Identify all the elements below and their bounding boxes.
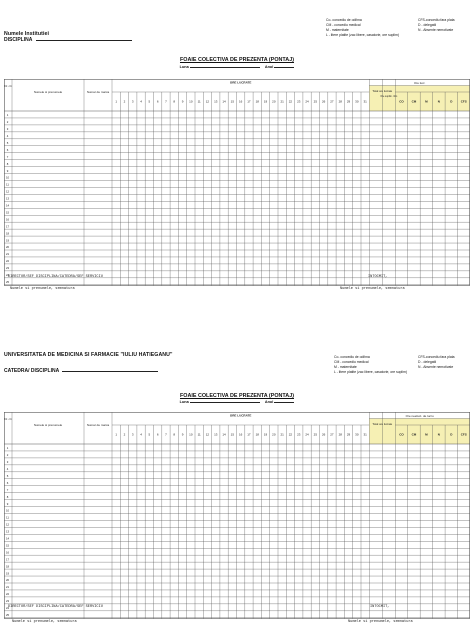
header-row-number: Nr. crt	[4, 418, 12, 421]
signature-left-title: DIRECTOR/SEF DISCIPLINA/CATEDRA/SEF SERVICIU	[8, 605, 103, 609]
timesheet-table	[4, 412, 470, 619]
row-number: 5	[6, 140, 9, 145]
absence-code-header: D	[450, 432, 453, 437]
institution-name: UNIVERSITATEA DE MEDICINA SI FARMACIE "IULIU HATIEGANU"	[4, 352, 173, 358]
signature-right-title: INTOCMIT,	[370, 605, 390, 609]
row-number: 13	[5, 529, 10, 534]
absence-code-header: CM	[411, 99, 417, 104]
header-highlight-group: Ore lucr.	[413, 81, 426, 85]
legend-row: Co- concediu de odihna CFS-concediu fara plata	[326, 18, 455, 22]
row-number: 23	[5, 266, 10, 271]
day-column-header: 16	[238, 432, 243, 437]
timesheet-row-cells[interactable]	[12, 222, 470, 229]
legend-row: Co- concediu de odihna CFS-concediu fara plata	[334, 355, 455, 359]
row-number: 2	[6, 453, 9, 458]
timesheet-row-cells[interactable]	[12, 472, 470, 479]
timesheet-row-cells[interactable]	[12, 174, 470, 181]
row-number: 1	[6, 113, 9, 118]
day-column-header: 29	[346, 99, 351, 104]
day-column-header: 31	[363, 99, 367, 104]
row-number: 10	[5, 508, 10, 513]
day-column-header: 14	[222, 99, 226, 104]
day-column-header: 28	[338, 432, 342, 437]
row-number: 12	[5, 522, 10, 527]
row-number: 22	[5, 259, 10, 264]
timesheet-row-cells[interactable]	[12, 458, 470, 465]
day-column-header: 7	[165, 432, 167, 437]
timesheet-row-cells[interactable]	[12, 215, 470, 222]
absence-code-header: CM	[411, 432, 417, 437]
timesheet-row-cells[interactable]	[12, 520, 470, 527]
row-number: 23	[5, 599, 10, 604]
department-input-line[interactable]	[62, 368, 158, 372]
row-number: 18	[5, 564, 10, 569]
day-column-header: 17	[247, 432, 251, 437]
timesheet-table	[4, 79, 470, 286]
header-name: Numele si prenumele	[33, 423, 63, 427]
row-number: 21	[5, 585, 10, 590]
row-number: 7	[6, 487, 9, 492]
row-number: 20	[5, 245, 10, 250]
day-column-header: 16	[238, 99, 243, 104]
day-column-header: 2	[123, 99, 126, 104]
timesheet-row-cells[interactable]	[12, 500, 470, 507]
day-column-header: 12	[205, 99, 210, 104]
absence-code-header: M	[425, 432, 428, 437]
row-number: 17	[5, 224, 10, 229]
day-column-header: 29	[346, 432, 351, 437]
department-input-line[interactable]	[36, 37, 132, 41]
day-column-header: 15	[230, 432, 235, 437]
legend-row: CM - concediu medical D - delegatii	[334, 359, 437, 364]
row-number: 12	[5, 189, 10, 194]
row-number: 7	[6, 154, 9, 159]
timesheet-row-cells[interactable]	[12, 597, 470, 604]
day-column-header: 11	[197, 99, 201, 104]
header-mark-number: Numar de marca	[86, 423, 110, 427]
signature-right-caption: Numele si prenumele, semnatura	[340, 287, 405, 291]
day-column-header: 1	[115, 99, 117, 104]
absence-legend	[326, 18, 472, 38]
timesheet-row-cells[interactable]	[12, 257, 470, 264]
day-column-header: 11	[197, 432, 201, 437]
row-number: 8	[6, 161, 9, 166]
absence-code-header: M	[425, 99, 428, 104]
form-title: FOAIE COLECTIVA DE PREZENTA (PONTAJ)	[179, 57, 294, 63]
day-column-header: 9	[181, 432, 184, 437]
timesheet-row-cells[interactable]	[12, 590, 470, 597]
day-column-header: 22	[288, 99, 293, 104]
row-number: 8	[6, 494, 9, 499]
row-number: 14	[5, 536, 10, 541]
header-days-group: ORE LUCRATE	[229, 413, 252, 418]
day-column-header: 24	[305, 99, 309, 104]
day-column-header: 5	[148, 99, 151, 104]
month-label: Luna	[179, 400, 189, 404]
timesheet-row-cells[interactable]	[12, 243, 470, 250]
row-number: 9	[6, 168, 9, 173]
timesheet-row-cells[interactable]	[12, 514, 470, 521]
day-column-header: 24	[305, 432, 309, 437]
row-number: 6	[6, 480, 9, 485]
day-column-header: 6	[156, 432, 159, 437]
day-column-header: 25	[313, 432, 318, 437]
year-label: Anul	[264, 400, 274, 404]
row-number: 15	[5, 210, 10, 215]
timesheet-row-cells[interactable]	[12, 444, 470, 451]
row-number: 4	[6, 467, 9, 471]
day-column-header: 22	[288, 432, 293, 437]
timesheet-row-cells[interactable]	[12, 229, 470, 236]
signature-right-caption: Numele si prenumele, semnatura	[348, 620, 413, 624]
day-column-header: 28	[338, 99, 342, 104]
day-column-header: 10	[189, 432, 193, 437]
day-column-header: 9	[181, 99, 184, 104]
timesheet-row-cells[interactable]	[12, 111, 470, 118]
row-number: 6	[6, 147, 9, 152]
timesheet-row-cells[interactable]	[12, 201, 470, 208]
legend-row: M - maternitate N - Absente nemotivate	[326, 27, 454, 32]
day-column-header: 14	[222, 432, 226, 437]
day-column-header: 1	[115, 432, 117, 437]
year-label: Anul	[264, 65, 274, 69]
timesheet-row-cells[interactable]	[12, 527, 470, 534]
timesheet-row-cells[interactable]	[12, 264, 470, 271]
row-number: 13	[5, 196, 10, 201]
timesheet-row-cells[interactable]	[12, 548, 470, 555]
day-column-header: 18	[255, 99, 259, 104]
year-input-line[interactable]	[274, 65, 294, 68]
day-column-header: 20	[272, 99, 276, 104]
timesheet-row-cells[interactable]	[12, 541, 470, 548]
timesheet-row-cells[interactable]	[12, 555, 470, 562]
timesheet-row-cells[interactable]	[12, 250, 470, 257]
day-column-header: 13	[214, 432, 218, 437]
day-column-header: 31	[363, 432, 367, 437]
timesheet-row-cells[interactable]	[12, 451, 470, 458]
department-field	[4, 37, 132, 43]
day-column-header: 8	[173, 99, 176, 104]
day-column-header: 23	[297, 99, 301, 104]
timesheet-row-cells[interactable]	[12, 167, 470, 174]
row-number: 16	[5, 550, 10, 555]
month-label: Luna	[179, 65, 189, 69]
header-days-group: ORE LUCRATE	[229, 80, 252, 85]
row-number: 24	[5, 606, 10, 610]
row-number: 3	[6, 460, 9, 465]
timesheet-form-2	[0, 316, 474, 632]
absence-code-header: D	[450, 99, 453, 104]
day-column-header: 3	[131, 99, 134, 104]
row-number: 14	[5, 203, 10, 208]
signature-right-title: INTOCMIT,	[368, 275, 388, 279]
day-column-header: 21	[280, 432, 284, 437]
month-input-line[interactable]	[190, 65, 260, 68]
timesheet-row-cells[interactable]	[12, 562, 470, 569]
institution-name: Numele Institutiei	[4, 31, 50, 37]
timesheet-row-cells[interactable]	[12, 146, 470, 153]
day-column-header: 30	[355, 432, 359, 437]
day-column-header: 3	[131, 432, 134, 437]
timesheet-row-cells[interactable]	[12, 118, 470, 125]
day-column-header: 27	[330, 99, 334, 104]
absence-legend	[334, 355, 472, 375]
header-highlight-group: Ore neefect. de lucru	[405, 414, 434, 418]
timesheet-grid	[4, 412, 470, 619]
timesheet-row-cells[interactable]	[12, 160, 470, 167]
period-fields	[0, 400, 474, 404]
day-column-header: 10	[189, 99, 193, 104]
row-number: 10	[5, 175, 10, 180]
timesheet-row-cells[interactable]	[12, 576, 470, 583]
day-column-header: 7	[165, 99, 167, 104]
header-total-hours: Total ore lucrate	[372, 89, 393, 93]
row-number: 22	[5, 592, 10, 597]
row-number: 15	[5, 543, 10, 548]
row-number: 24	[5, 273, 10, 277]
day-column-header: 12	[205, 432, 210, 437]
timesheet-row-cells[interactable]	[12, 125, 470, 132]
absence-code-header: N	[437, 432, 440, 437]
day-column-header: 4	[140, 99, 142, 104]
signature-left-caption: Numele si prenumele, semnatura	[10, 287, 75, 291]
day-column-header: 13	[214, 99, 218, 104]
absence-code-header: CO	[399, 99, 404, 104]
timesheet-row-cells[interactable]	[12, 181, 470, 188]
day-column-header: 6	[156, 99, 159, 104]
timesheet-row-cells[interactable]	[12, 208, 470, 215]
row-number: 25	[5, 612, 10, 617]
day-column-header: 25	[313, 99, 318, 104]
header-name: Numele si prenumele	[33, 90, 63, 94]
day-column-header: 18	[255, 432, 259, 437]
day-column-header: 19	[263, 432, 268, 437]
day-column-header: 30	[355, 99, 359, 104]
timesheet-row-cells[interactable]	[12, 132, 470, 139]
row-number: 19	[5, 571, 10, 576]
year-input-line[interactable]	[274, 400, 294, 403]
legend-row: CM - concediu medical D - delegatii	[326, 22, 437, 27]
header-extra-hours: Ore suplim. ritm	[380, 95, 398, 98]
day-column-header: 17	[247, 99, 251, 104]
timesheet-row-cells[interactable]	[12, 465, 470, 472]
absence-code-header: CO	[399, 432, 404, 437]
row-number: 11	[6, 182, 9, 187]
row-number: 16	[5, 217, 10, 222]
department-label: DISCIPLINA	[4, 37, 33, 43]
row-number: 25	[5, 279, 10, 284]
header-row-number: Nr. crt	[4, 85, 12, 88]
day-column-header: 23	[297, 432, 301, 437]
department-field	[4, 368, 158, 374]
row-number: 20	[5, 578, 10, 583]
row-number: 2	[6, 120, 9, 125]
timesheet-row-cells[interactable]	[12, 194, 470, 201]
timesheet-row-cells[interactable]	[12, 611, 470, 618]
row-number: 11	[6, 515, 9, 520]
period-fields	[0, 65, 474, 69]
row-number: 21	[5, 252, 10, 257]
row-number: 19	[5, 238, 10, 243]
legend-row: L - litere platite (zac libere, casatorie, ore suplim)	[326, 32, 399, 37]
row-number: 4	[6, 134, 9, 138]
legend-row: L - litere platite (zac libere, casatorie, ore suplim)	[334, 369, 407, 374]
header-total-hours: Total ore lucrate	[372, 422, 393, 426]
row-number: 3	[6, 127, 9, 132]
day-column-header: 27	[330, 432, 334, 437]
department-label: CATEDRA/ DISCIPLINA	[4, 368, 59, 374]
row-number: 17	[5, 557, 10, 562]
timesheet-row-cells[interactable]	[12, 479, 470, 486]
day-column-header: 15	[230, 99, 235, 104]
timesheet-grid	[4, 79, 470, 286]
day-column-header: 8	[173, 432, 176, 437]
legend-row: M - maternitate N - Absente nemotivate	[334, 364, 454, 369]
day-column-header: 21	[280, 99, 284, 104]
day-column-header: 26	[321, 432, 326, 437]
header-mark-number: Numar de marca	[86, 90, 110, 94]
timesheet-row-cells[interactable]	[12, 187, 470, 194]
row-number: 18	[5, 231, 10, 236]
signature-left-title: DIRECTOR/SEF DISCIPLINA/CATEDRA/SEF SERVICIU	[8, 275, 103, 279]
absence-code-header: N	[437, 99, 440, 104]
timesheet-row-cells[interactable]	[12, 534, 470, 541]
day-column-header: 20	[272, 432, 276, 437]
day-column-header: 4	[140, 432, 142, 437]
timesheet-row-cells[interactable]	[12, 507, 470, 514]
signature-left-caption: Numele si prenumele, semnatura	[12, 620, 77, 624]
row-number: 9	[6, 501, 9, 506]
absence-code-header: CFS	[460, 99, 467, 104]
day-column-header: 26	[321, 99, 326, 104]
day-column-header: 2	[123, 432, 126, 437]
absence-code-header: CFS	[460, 432, 467, 437]
row-number: 1	[6, 446, 9, 451]
timesheet-row-cells[interactable]	[12, 139, 470, 146]
timesheet-row-cells[interactable]	[12, 493, 470, 500]
timesheet-row-cells[interactable]	[12, 236, 470, 243]
day-column-header: 5	[148, 432, 151, 437]
day-column-header: 19	[263, 99, 268, 104]
timesheet-row-cells[interactable]	[12, 569, 470, 576]
timesheet-row-cells[interactable]	[12, 153, 470, 160]
month-input-line[interactable]	[190, 400, 260, 403]
form-title: FOAIE COLECTIVA DE PREZENTA (PONTAJ)	[179, 393, 294, 399]
timesheet-row-cells[interactable]	[12, 486, 470, 493]
row-number: 5	[6, 473, 9, 478]
timesheet-row-cells[interactable]	[12, 583, 470, 590]
